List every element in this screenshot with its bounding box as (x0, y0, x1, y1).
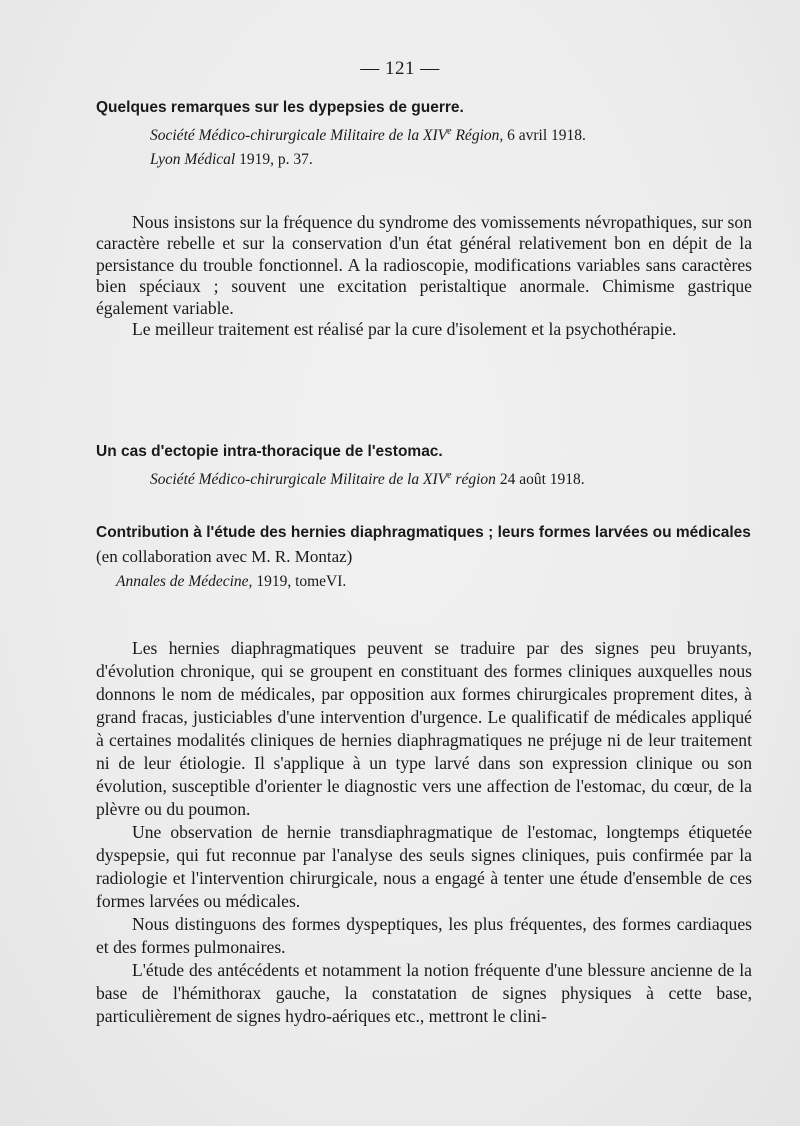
paragraph-text: Nous insistons sur la fréquence du syndrome des vomissements névropathiques, sur son caractère rebelle et sur la conservation d'un état général relativement bon en dépit de la persistance du trouble fonctionnel. A la radioscopie, modifications variables sans caractères bien spéciaux ; souvent une excitation peristaltique anormale. Chimisme gastrique également variable. (96, 212, 752, 318)
ref-date: 24 août 1918. (495, 471, 585, 489)
abstract-paragraph (96, 319, 752, 340)
ref-date: 1919, p. 37. (235, 151, 313, 169)
entry-hernies-abstract (96, 637, 752, 1028)
ref-journal: Société Médico-chirurgicale Militaire de la XIV (150, 127, 448, 145)
ref-journal: Annales de Médecine, (116, 573, 253, 590)
abstract-paragraph (96, 913, 752, 959)
paragraph-text: Une observation de hernie transdiaphragmatique de l'estomac, longtemps étiquetée dyspepsie, qui fut reconnue par l'analyse des seuls signes cliniques, puis confirmée par la radiologie et l'intervention chirurgicale, nous a engagé à tenter une étude d'ensemble de ces formes larvées ou médicales. (96, 822, 752, 911)
abstract-paragraph (96, 959, 752, 1028)
entry-reference (96, 120, 752, 148)
paragraph-text: Les hernies diaphragmatiques peuvent se traduire par des signes peu bruyants, d'évolution chronique, qui se groupent en constituant des formes cliniques auxquelles nous donnons le nom de médicales, par opposition aux formes chirurgicales proprement dites, à grand fracas, justiciables d'une intervention d'urgence. Le qualificatif de médicales appliqué à certaines modalités cliniques de hernies diaphragmatiques ne préjuge ni de leur traitement ni de leur étiologie. Il s'applique à un type larvé dans son expression clinique ou son évolution, susceptible d'orienter le diagnostic vers une affection de l'estomac, du cœur, de la plèvre ou du poumon. (96, 638, 752, 819)
ref-region: région (451, 471, 496, 489)
entry-title: Quelques remarques sur les dypepsies de guerre. (96, 99, 464, 116)
abstract-paragraph (96, 212, 752, 319)
entry-hernies (96, 520, 752, 594)
entry-reference (96, 464, 752, 492)
entry-dyspepsies-abstract (96, 212, 752, 340)
entry-reference (96, 148, 752, 172)
ref-date: 1919, tomeVI. (252, 573, 347, 590)
paragraph-text: Le meilleur traitement est réalisé par la cure d'isolement et la psychothérapie. (132, 319, 677, 340)
paragraph-text: Nous distinguons des formes dyspeptiques, les plus fréquentes, des formes cardiaques et des formes pulmonaires. (96, 914, 752, 957)
entry-title: Un cas d'ectopie intra-thoracique de l'estomac. (96, 443, 443, 460)
entry-reference (96, 570, 752, 594)
abstract-paragraph (96, 821, 752, 913)
ref-region: Région, (451, 127, 504, 145)
entry-title (96, 520, 752, 570)
ref-journal: Société Médico-chirurgicale Militaire de la XIV (150, 471, 448, 489)
entry-title-text: Contribution à l'étude des hernies diaphragmatiques ; leurs formes larvées ou médicales (96, 524, 751, 541)
entry-dyspepsies (96, 96, 752, 172)
entry-ectopie (96, 440, 752, 492)
page-number: — 121 — (360, 58, 440, 79)
abstract-paragraph (96, 637, 752, 821)
ref-date: 6 avril 1918. (503, 127, 586, 145)
entry-title-collaboration: (en collaboration avec M. R. Montaz) (96, 547, 353, 566)
paragraph-text: L'étude des antécédents et notamment la notion fréquente d'une blessure ancienne de la base de l'hémithorax gauche, la constatation de signes physiques à cette base, particulièrement de signes hydro-aériques etc., mettront le clini- (96, 960, 752, 1026)
ref-superscript: e (447, 126, 452, 137)
ref-journal: Lyon Médical (150, 151, 236, 169)
ref-superscript: e (447, 470, 452, 481)
